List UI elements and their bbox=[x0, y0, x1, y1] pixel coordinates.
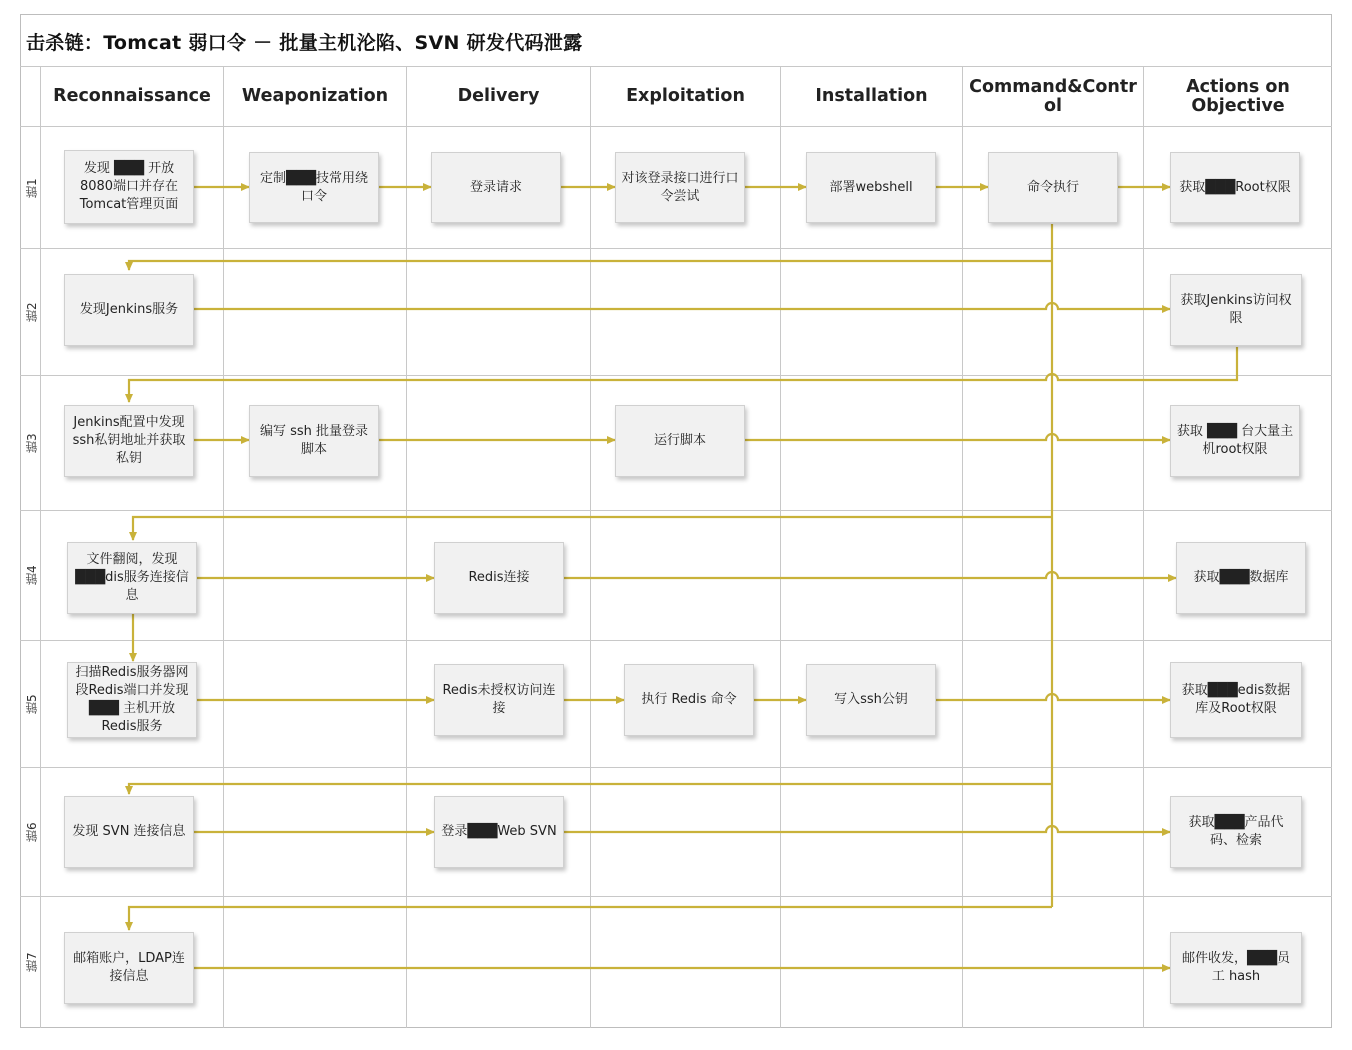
column-header-exploitation: Exploitation bbox=[626, 86, 745, 107]
step-c1-exploitation: 对该登录接口进行口令尝试 bbox=[615, 152, 745, 223]
column-header-command-control: Command&Control bbox=[969, 76, 1137, 116]
branch-to-chain3 bbox=[129, 347, 1237, 402]
lane-label-5: 链5 bbox=[25, 694, 39, 714]
arrow-c2-recon-action bbox=[194, 303, 1170, 309]
step-c1-installation: 部署webshell bbox=[806, 152, 936, 223]
branch-to-chain7 bbox=[129, 907, 1052, 930]
step-c1-weaponization: 定制███技常用绕口令 bbox=[249, 152, 379, 223]
arrow-c6-delivery-action bbox=[564, 826, 1170, 832]
step-c3-action: 获取 ███ 台大量主机root权限 bbox=[1170, 405, 1300, 477]
step-c1-command-execution: 命令执行 bbox=[988, 152, 1118, 223]
step-c1-action: 获取███Root权限 bbox=[1170, 152, 1300, 223]
step-c1-reconnaissance: 发现 ███ 开放8080端口并存在Tomcat管理页面 bbox=[64, 150, 194, 224]
step-c4-action: 获取███数据库 bbox=[1176, 542, 1306, 614]
lane-label-4: 链4 bbox=[25, 565, 39, 586]
step-c1-delivery: 登录请求 bbox=[431, 152, 561, 223]
lane-label-2: 链2 bbox=[25, 302, 39, 322]
arrow-c3-exploit-action bbox=[745, 434, 1170, 440]
step-c2-action: 获取Jenkins访问权限 bbox=[1170, 274, 1302, 346]
step-c4-reconnaissance: 文件翻阅，发现███dis服务连接信息 bbox=[67, 542, 197, 614]
step-c6-reconnaissance: 发现 SVN 连接信息 bbox=[64, 796, 194, 868]
step-c5-installation: 写入ssh公钥 bbox=[806, 664, 936, 736]
step-c6-action: 获取███产品代码、检索 bbox=[1170, 796, 1302, 868]
arrow-c4-delivery-action bbox=[564, 572, 1176, 578]
column-header-reconnaissance: Reconnaissance bbox=[53, 86, 211, 107]
lane-label-3: 链3 bbox=[25, 433, 39, 453]
step-c4-delivery: Redis连接 bbox=[434, 542, 564, 614]
step-c3-weaponization: 编写 ssh 批量登录脚本 bbox=[249, 405, 379, 477]
column-header-weaponization: Weaponization bbox=[241, 86, 389, 107]
branch-to-chain6 bbox=[129, 784, 1052, 794]
column-header-installation: Installation bbox=[815, 86, 928, 107]
lane-label-7: 链7 bbox=[25, 952, 39, 973]
step-c7-action: 邮件收发，███员工 hash bbox=[1170, 932, 1302, 1004]
column-header-actions-on-objective: Actions on Objective bbox=[1186, 76, 1290, 116]
lane-label-6: 链6 bbox=[25, 822, 39, 842]
step-c5-reconnaissance: 扫描Redis服务器网段Redis端口并发现 ███ 主机开放Redis服务 bbox=[67, 662, 197, 738]
step-c2-reconnaissance: 发现Jenkins服务 bbox=[64, 274, 194, 346]
lane-label-1: 链1 bbox=[25, 178, 39, 198]
step-c5-exploitation: 执行 Redis 命令 bbox=[624, 664, 754, 736]
step-c5-action: 获取███edis数据库及Root权限 bbox=[1170, 662, 1302, 738]
branch-to-chain2 bbox=[129, 261, 1052, 270]
step-c7-reconnaissance: 邮箱账户，LDAP连接信息 bbox=[64, 932, 194, 1004]
diagram-title: 击杀链：Tomcat 弱口令 － 批量主机沦陷、SVN 研发代码泄露 bbox=[26, 32, 583, 54]
step-c6-delivery: 登录███Web SVN bbox=[434, 796, 564, 868]
step-c3-exploitation: 运行脚本 bbox=[615, 405, 745, 477]
column-header-delivery: Delivery bbox=[457, 86, 540, 107]
step-c3-reconnaissance: Jenkins配置中发现ssh私钥地址并获取私钥 bbox=[64, 405, 194, 477]
step-c5-delivery: Redis未授权访问连接 bbox=[434, 664, 564, 736]
branch-to-chain4 bbox=[133, 517, 1052, 540]
